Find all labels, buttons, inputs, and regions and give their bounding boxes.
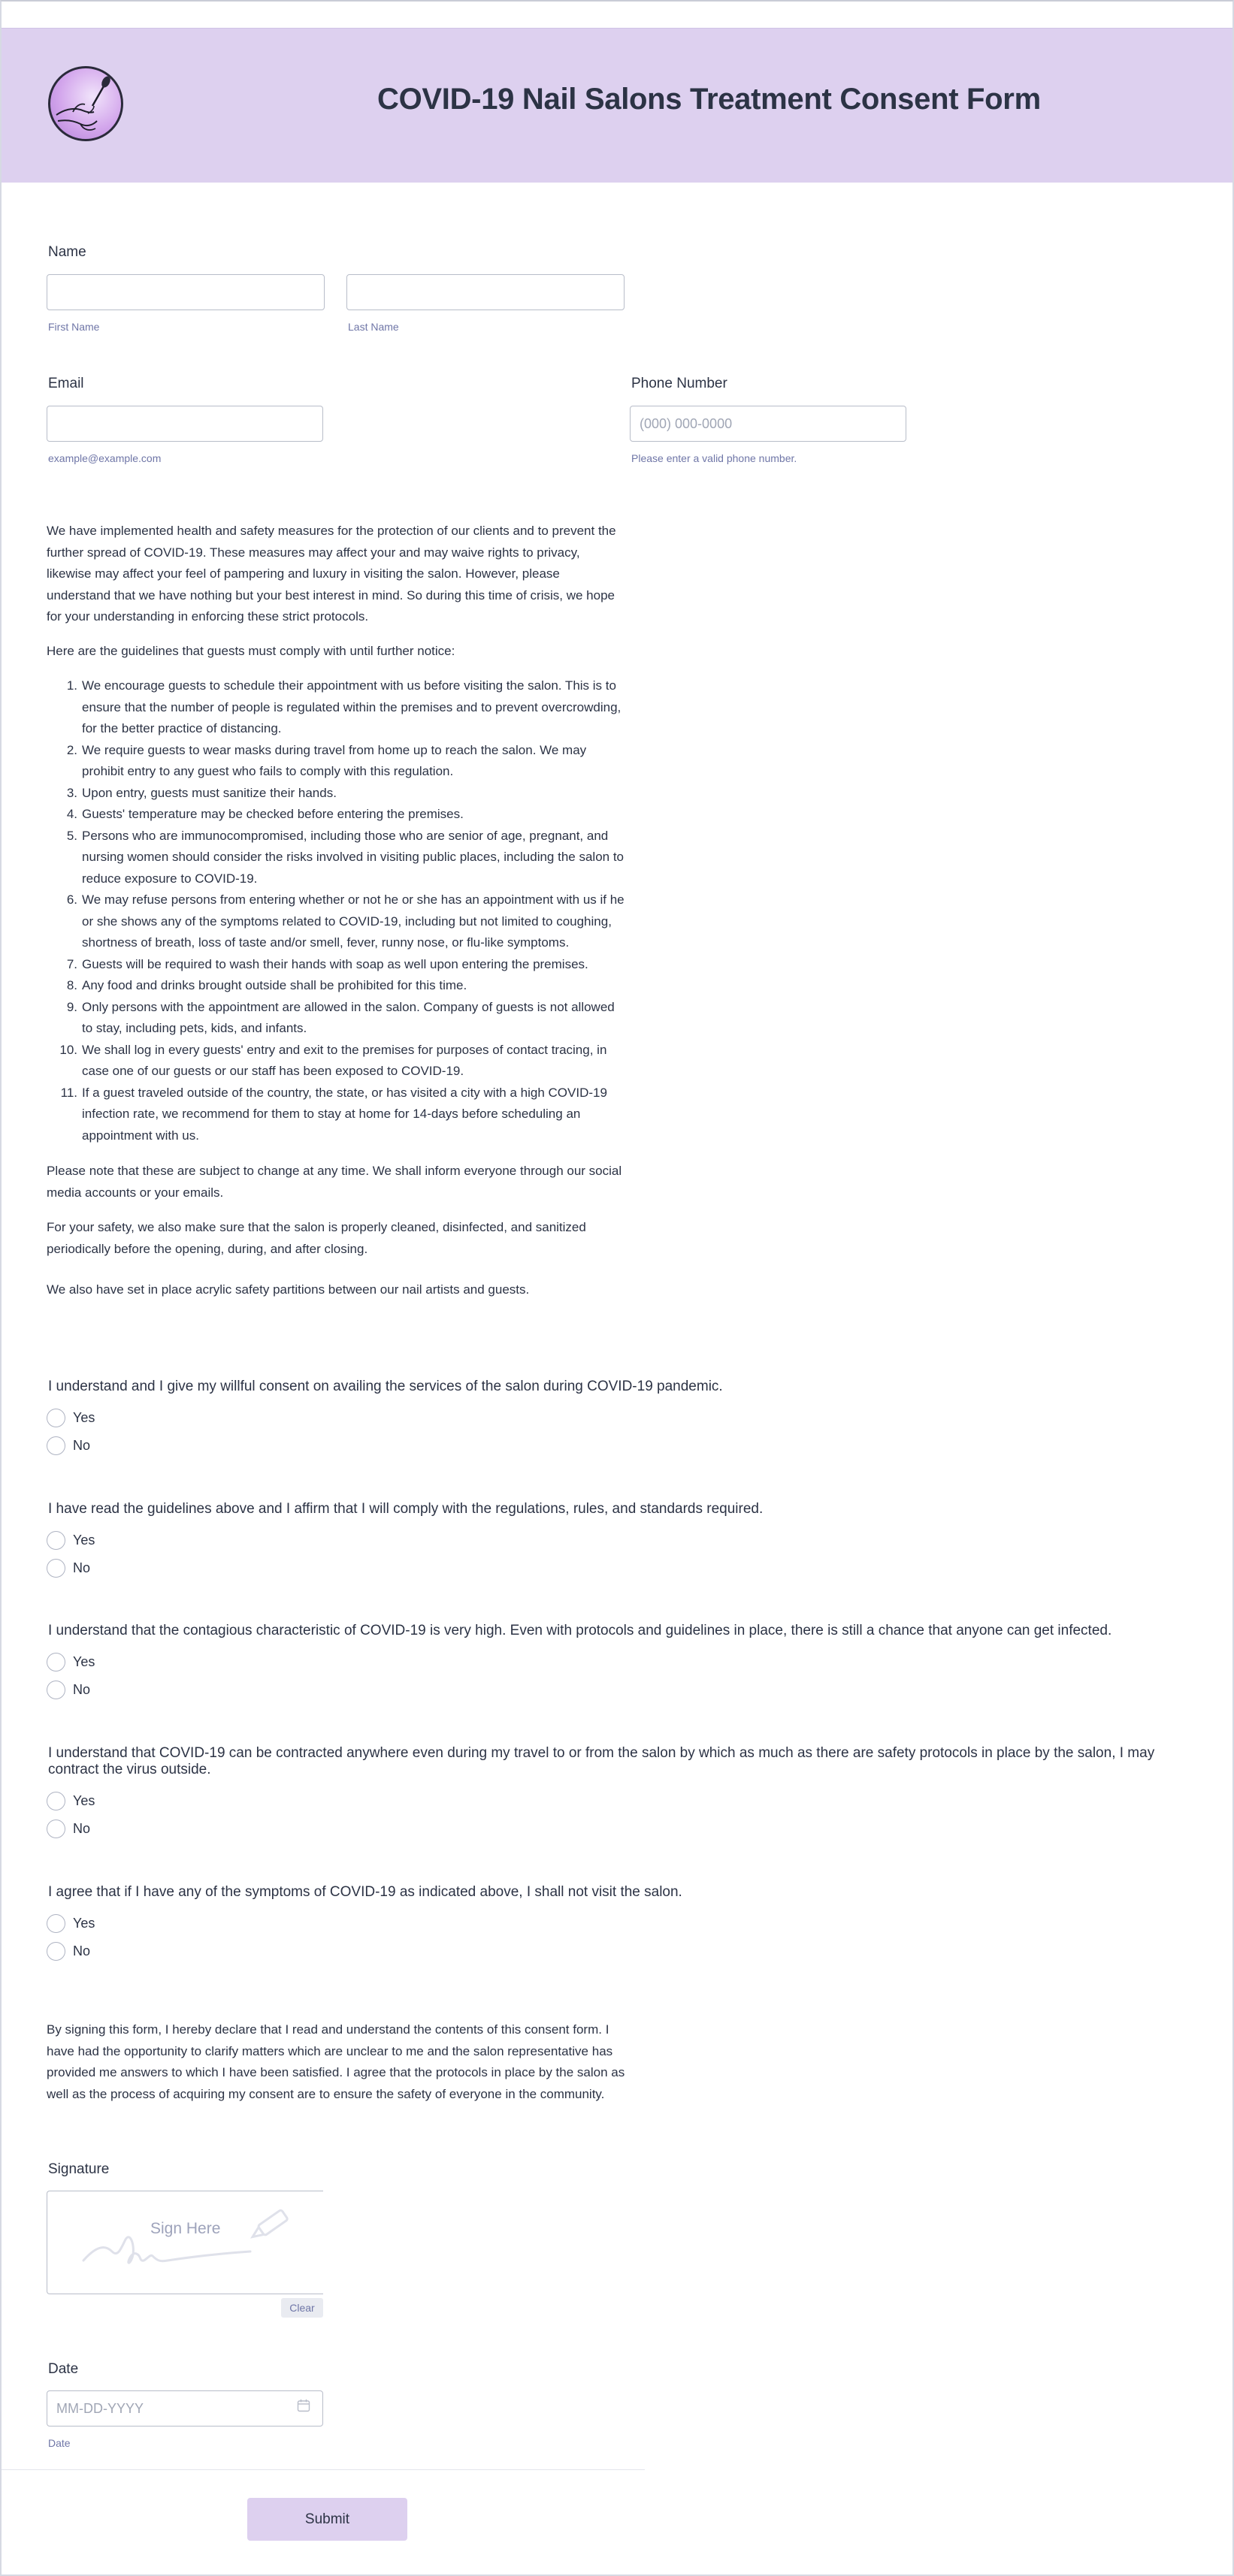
form-title: COVID-19 Nail Salons Treatment Consent Form [377,83,1041,116]
radio-button[interactable] [47,1942,65,1961]
list-item: 11. If a guest traveled outside of the country, the state, or has visited a city with a high COVID-19 infection rate, we recommend for them to stay at home for 14-days before scheduling an appointment with us. [60,1085,607,1143]
radio-button[interactable] [47,1559,65,1578]
footer-divider [2,2469,645,2470]
q4-no-option[interactable]: No [47,1817,90,1840]
first-name-input[interactable] [47,274,325,310]
radio-button[interactable] [47,1792,65,1810]
clear-signature-button[interactable]: Clear [281,2298,323,2318]
list-item: 10. We shall log in every guests' entry and exit to the premises for purposes of contact tracing, in case one of our guests or our staff has been exposed to COVID-19. [59,1042,607,1078]
q3-yes-option[interactable]: Yes [47,1650,95,1673]
intro-paragraph: We have implemented health and safety measures for the protection of our clients and to prevent the further spread of COVID-19. These measures may affect your and may waive rights to privacy, likewise may affect your feel of pampering and luxury in visiting the salon. However, please understand that we have nothing but your best interest in mind. So during this time of crisis, we hope for your understanding in enforcing these strict protocols. [47,524,616,624]
list-item: 7. Guests will be required to wash their hands with soap as well upon entering the premises. [66,956,588,971]
radio-button[interactable] [47,1820,65,1838]
q4-yes-option[interactable]: Yes [47,1789,95,1812]
list-item: 5. Persons who are immunocompromised, including those who are senior of age, pregnant, and nursing women should consider the risks involved in visiting public places, including the salon to reduce exposure to COVID-19. [66,828,625,886]
phone-input[interactable] [630,406,906,442]
outro-paragraph-1: Please note that these are subject to change at any time. We shall inform everyone through our social media accounts or your emails. [47,1164,622,1200]
q3-no-option[interactable]: No [47,1678,90,1701]
declaration-paragraph: By signing this form, I hereby declare that I read and understand the contents of this consent form. I have had the opportunity to clarify matters which are unclear to me and the salon representative has provided me answers to which I have been satisfied. I agree that the protocols in place by the salon as well as the process of acquiring my consent are to ensure the safety of everyone in the community. [47,2022,625,2101]
consent-question-3: I understand that the contagious characteristic of COVID-19 is very high. Even with protocols and guidelines in place, there is still a chance that anyone can get infected. [48,1623,1112,1638]
signature-pad[interactable] [47,2191,323,2294]
name-label: Name [48,244,86,260]
list-item: 1. We encourage guests to schedule their appointment with us before visiting the salon. This is to ensure that the number of people is regulated within the premises and to prevent overcrowding, for the better practice of distancing. [66,678,622,735]
radio-button[interactable] [47,1681,65,1699]
phone-sublabel: Please enter a valid phone number. [631,452,797,464]
list-item: 8. Any food and drinks brought outside shall be prohibited for this time. [66,978,467,992]
q5-yes-option[interactable]: Yes [47,1912,95,1934]
nail-salon-logo-icon [48,66,123,141]
last-name-input[interactable] [346,274,625,310]
date-input[interactable] [47,2390,323,2427]
list-item: 4. Guests' temperature may be checked before entering the premises. [66,807,464,821]
email-label: Email [48,376,84,391]
radio-button[interactable] [47,1409,65,1427]
list-item: 6. We may refuse persons from entering whether or not he or she has an appointment with us if he or she shows any of the symptoms related to COVID-19, including but not limited to coughing, shortness of breath, loss of taste and/or smell, fever, runny nose, or flu-like symptoms. [66,892,625,950]
submit-button[interactable]: Submit [247,2498,407,2541]
first-name-sublabel: First Name [48,321,100,333]
consent-question-2: I have read the guidelines above and I affirm that I will comply with the regulations, rules, and standards required. [48,1501,764,1517]
signature-pen-icon [47,2191,323,2294]
outro-paragraph-2: For your safety, we also make sure that the salon is properly cleaned, disinfected, and sanitized periodically before the opening, during, and after closing. [47,1220,586,1256]
signature-label: Signature [48,2161,110,2177]
guidelines-list [47,675,625,1146]
email-input[interactable] [47,406,323,442]
date-label: Date [48,2361,79,2377]
list-item: 2. We require guests to wear masks during travel from home up to reach the salon. We may prohibit entry to any guest who fails to comply with this regulation. [66,742,587,778]
signature-placeholder: Sign Here [150,2220,221,2237]
consent-question-5: I agree that if I have any of the symptoms of COVID-19 as indicated above, I shall not visit the salon. [48,1884,682,1900]
calendar-icon[interactable] [297,2399,310,2412]
last-name-sublabel: Last Name [348,321,399,333]
phone-label: Phone Number [631,376,727,391]
q5-no-option[interactable]: No [47,1940,90,1962]
date-sublabel: Date [48,2437,71,2449]
list-item: 9. Only persons with the appointment are allowed in the salon. Company of guests is not allowed to stay, including pets, kids, and infants. [66,999,615,1035]
email-sublabel: example@example.com [48,452,162,464]
guidelines-intro: Here are the guidelines that guests must comply with until further notice: [47,644,455,658]
radio-button[interactable] [47,1653,65,1672]
q2-yes-option[interactable]: Yes [47,1529,95,1551]
q1-no-option[interactable]: No [47,1434,90,1457]
radio-button[interactable] [47,1531,65,1550]
q2-no-option[interactable]: No [47,1557,90,1579]
list-item: 3. Upon entry, guests must sanitize their hands. [66,785,337,800]
consent-question-4: I understand that COVID-19 can be contracted anywhere even during my travel to or from the salon by which as much as there are safety protocols in place by the salon, I may contract the virus outside. [48,1745,1155,1777]
q1-yes-option[interactable]: Yes [47,1406,95,1429]
consent-question-1: I understand and I give my willful consent on availing the services of the salon during COVID-19 pandemic. [48,1379,723,1394]
radio-button[interactable] [47,1914,65,1933]
outro-paragraph-3: We also have set in place acrylic safety partitions between our nail artists and guests. [47,1282,530,1297]
radio-button[interactable] [47,1436,65,1455]
